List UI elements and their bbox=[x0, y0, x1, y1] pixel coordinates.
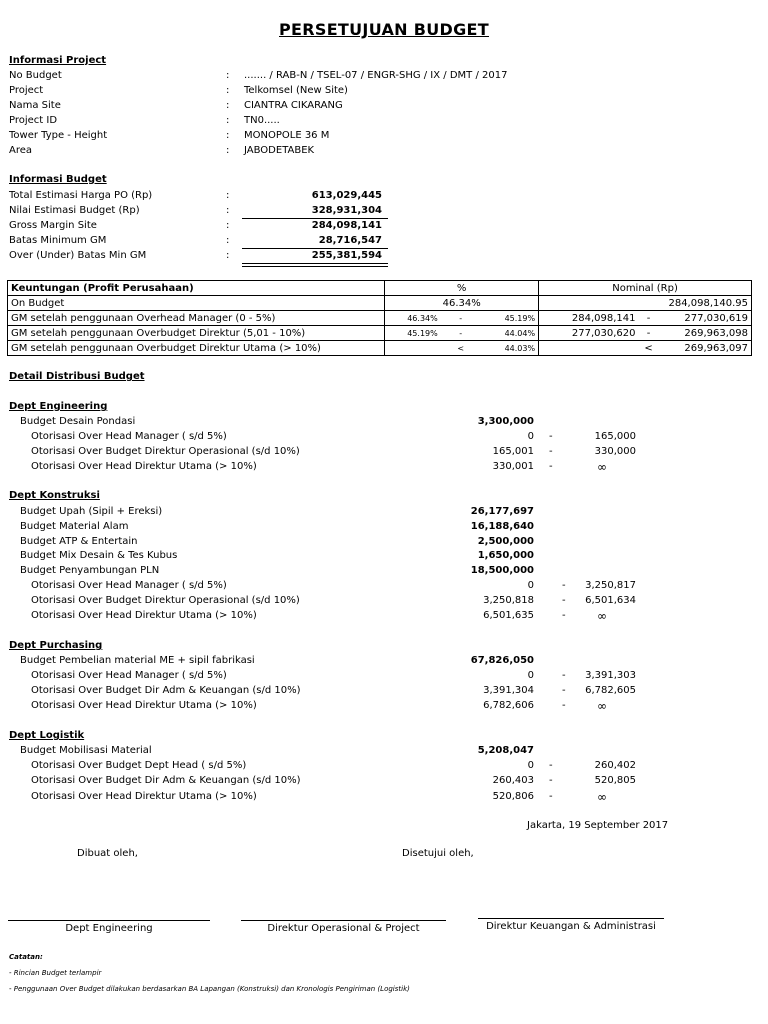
profit-row-label: GM setelah penggunaan Overhead Manager (0 - 5%) bbox=[8, 311, 385, 326]
project-info-value: JABODETABEK bbox=[244, 145, 315, 156]
profit-row-dash: < bbox=[639, 341, 659, 356]
budget-info-label: Gross Margin Site bbox=[9, 220, 97, 231]
subtotal-rule bbox=[242, 218, 388, 219]
profit-row-pct: 46.34% bbox=[385, 296, 539, 311]
project-info-value: TN0..... bbox=[244, 115, 280, 126]
otorisasi-from: 0 bbox=[527, 760, 534, 771]
dept-heading: Dept Konstruksi bbox=[9, 490, 100, 501]
total-double-rule bbox=[242, 266, 388, 267]
otorisasi-to: 3,391,303 bbox=[585, 670, 636, 681]
project-info-value: Telkomsel (New Site) bbox=[244, 85, 348, 96]
signatory-dir-keuangan: Direktur Keuangan & Administrasi bbox=[486, 921, 656, 932]
project-info-label: Project ID bbox=[9, 115, 58, 126]
budget-line-value: 18,500,000 bbox=[470, 565, 534, 576]
profit-row-dash: - bbox=[639, 326, 659, 341]
otorisasi-label: Otorisasi Over Head Direktur Utama (> 10%) bbox=[31, 700, 257, 711]
otorisasi-to: 6,782,605 bbox=[585, 685, 636, 696]
profit-row-on-budget bbox=[8, 296, 752, 311]
infinity-icon: ∞ bbox=[597, 790, 607, 804]
dept-heading: Dept Engineering bbox=[9, 401, 108, 412]
budget-line-label: Budget Mobilisasi Material bbox=[20, 745, 152, 756]
budget-line-label: Budget Pembelian material ME + sipil fabrikasi bbox=[20, 655, 255, 666]
budget-line-value: 67,826,050 bbox=[470, 655, 534, 666]
budget-line-value: 26,177,697 bbox=[470, 506, 534, 517]
budget-info-label: Total Estimasi Harga PO (Rp) bbox=[9, 190, 153, 201]
budget-line-label: Budget Mix Desain & Tes Kubus bbox=[20, 550, 178, 561]
project-info-label: Nama Site bbox=[9, 100, 61, 111]
signatory-dept-engineering: Dept Engineering bbox=[65, 923, 153, 934]
profit-row-pct-from: 45.19% bbox=[385, 326, 441, 341]
page-title: PERSETUJUAN BUDGET bbox=[279, 20, 489, 39]
otorisasi-to: 3,250,817 bbox=[585, 580, 636, 591]
otorisasi-from: 6,782,606 bbox=[483, 700, 534, 711]
budget-info-label: Batas Minimum GM bbox=[9, 235, 107, 246]
profit-row-pct-from bbox=[385, 341, 441, 356]
profit-row-nominal-to: 277,030,619 bbox=[659, 311, 752, 326]
budget-info-value: 613,029,445 bbox=[311, 190, 382, 201]
budget-info-label: Nilai Estimasi Budget (Rp) bbox=[9, 205, 140, 216]
budget-line-label: Budget ATP & Entertain bbox=[20, 536, 138, 547]
project-info-value: CIANTRA CIKARANG bbox=[244, 100, 343, 111]
profit-row-nominal-from: 284,098,141 bbox=[539, 311, 639, 326]
otorisasi-to: 520,805 bbox=[594, 775, 636, 786]
budget-info-sep: : bbox=[226, 235, 230, 246]
otorisasi-from: 520,806 bbox=[492, 791, 534, 802]
profit-row-label: GM setelah penggunaan Overbudget Direktur Utama (> 10%) bbox=[8, 341, 385, 356]
dept-heading: Dept Purchasing bbox=[9, 640, 103, 651]
otorisasi-from: 260,403 bbox=[492, 775, 534, 786]
otorisasi-dash: - bbox=[562, 685, 566, 696]
project-info-sep: : bbox=[226, 100, 230, 111]
profit-row-pct-to: 45.19% bbox=[481, 311, 539, 326]
profit-table-header bbox=[8, 281, 752, 296]
profit-row-pct-to: 44.03% bbox=[481, 341, 539, 356]
subtotal-rule bbox=[242, 248, 388, 249]
budget-info-value: 255,381,594 bbox=[311, 250, 382, 261]
otorisasi-dash: - bbox=[562, 610, 566, 621]
profit-row-nominal: 284,098,140.95 bbox=[539, 296, 752, 311]
otorisasi-dash: - bbox=[562, 700, 566, 711]
budget-info-sep: : bbox=[226, 250, 230, 261]
project-info-value: ....... / RAB-N / TSEL-07 / ENGR-SHG / IX / DMT / 2017 bbox=[244, 70, 508, 81]
budget-info-sep: : bbox=[226, 205, 230, 216]
otorisasi-label: Otorisasi Over Head Direktur Utama (> 10%) bbox=[31, 461, 257, 472]
table-row bbox=[8, 311, 752, 326]
signature-line bbox=[241, 920, 446, 921]
otorisasi-to: 260,402 bbox=[594, 760, 636, 771]
budget-line-label: Budget Desain Pondasi bbox=[20, 416, 136, 427]
otorisasi-label: Otorisasi Over Budget Direktur Operasional (s/d 10%) bbox=[31, 446, 300, 457]
date-place: Jakarta, 19 September 2017 bbox=[527, 820, 669, 831]
budget-line-value: 5,208,047 bbox=[477, 745, 534, 756]
profit-header-label: Keuntungan (Profit Perusahaan) bbox=[8, 281, 385, 296]
profit-row-pct-to: 44.04% bbox=[481, 326, 539, 341]
otorisasi-to: 165,000 bbox=[594, 431, 636, 442]
approved-by-label: Disetujui oleh, bbox=[402, 848, 474, 859]
project-info-label: No Budget bbox=[9, 70, 62, 81]
otorisasi-label: Otorisasi Over Head Manager ( s/d 5%) bbox=[31, 580, 227, 591]
project-info-label: Project bbox=[9, 85, 44, 96]
otorisasi-label: Otorisasi Over Head Direktur Utama (> 10%) bbox=[31, 610, 257, 621]
otorisasi-from: 165,001 bbox=[492, 446, 534, 457]
budget-line-label: Budget Upah (Sipil + Ereksi) bbox=[20, 506, 163, 517]
otorisasi-label: Otorisasi Over Budget Dept Head ( s/d 5%) bbox=[31, 760, 247, 771]
project-info-sep: : bbox=[226, 145, 230, 156]
profit-header-pct: % bbox=[385, 281, 539, 296]
profit-row-nominal-to: 269,963,098 bbox=[659, 326, 752, 341]
otorisasi-to: 6,501,634 bbox=[585, 595, 636, 606]
note-item: - Penggunaan Over Budget dilakukan berdasarkan BA Lapangan (Konstruksi) dan Kronologis Pengiriman (Logistik) bbox=[9, 985, 410, 993]
infinity-icon: ∞ bbox=[597, 609, 607, 623]
otorisasi-label: Otorisasi Over Head Direktur Utama (> 10%) bbox=[31, 791, 257, 802]
otorisasi-label: Otorisasi Over Budget Direktur Operasional (s/d 10%) bbox=[31, 595, 300, 606]
profit-row-nominal-from bbox=[539, 341, 639, 356]
total-double-rule bbox=[242, 263, 388, 264]
profit-row-dash: - bbox=[441, 311, 481, 326]
project-info-heading: Informasi Project bbox=[9, 55, 107, 66]
budget-info-value: 28,716,547 bbox=[318, 235, 382, 246]
prepared-by-label: Dibuat oleh, bbox=[77, 848, 138, 859]
table-row bbox=[8, 326, 752, 341]
budget-info-sep: : bbox=[226, 220, 230, 231]
otorisasi-from: 0 bbox=[527, 431, 534, 442]
infinity-icon: ∞ bbox=[597, 699, 607, 713]
otorisasi-from: 0 bbox=[527, 580, 534, 591]
otorisasi-dash: - bbox=[562, 670, 566, 681]
project-info-sep: : bbox=[226, 70, 230, 81]
budget-line-value: 3,300,000 bbox=[477, 416, 534, 427]
otorisasi-dash: - bbox=[549, 775, 553, 786]
notes-heading: Catatan: bbox=[9, 953, 43, 961]
otorisasi-from: 0 bbox=[527, 670, 534, 681]
otorisasi-from: 330,001 bbox=[492, 461, 534, 472]
budget-line-label: Budget Penyambungan PLN bbox=[20, 565, 160, 576]
otorisasi-dash: - bbox=[549, 431, 553, 442]
profit-row-dash: - bbox=[639, 311, 659, 326]
table-row bbox=[8, 341, 752, 356]
profit-row-label: On Budget bbox=[8, 296, 385, 311]
otorisasi-dash: - bbox=[549, 791, 553, 802]
budget-info-value: 328,931,304 bbox=[311, 205, 382, 216]
budget-line-value: 1,650,000 bbox=[477, 550, 534, 561]
project-info-sep: : bbox=[226, 115, 230, 126]
otorisasi-from: 3,250,818 bbox=[483, 595, 534, 606]
otorisasi-to: 330,000 bbox=[594, 446, 636, 457]
otorisasi-label: Otorisasi Over Head Manager ( s/d 5%) bbox=[31, 670, 227, 681]
project-info-label: Area bbox=[9, 145, 33, 156]
otorisasi-from: 6,501,635 bbox=[483, 610, 534, 621]
otorisasi-label: Otorisasi Over Head Manager ( s/d 5%) bbox=[31, 431, 227, 442]
budget-line-value: 2,500,000 bbox=[477, 536, 534, 547]
signatory-dir-operasional: Direktur Operasional & Project bbox=[267, 923, 420, 934]
otorisasi-dash: - bbox=[562, 580, 566, 591]
profit-row-nominal-to: 269,963,097 bbox=[659, 341, 752, 356]
budget-info-heading: Informasi Budget bbox=[9, 174, 107, 185]
budget-info-value: 284,098,141 bbox=[311, 220, 382, 231]
budget-info-sep: : bbox=[226, 190, 230, 201]
budget-line-value: 16,188,640 bbox=[470, 521, 534, 532]
project-info-sep: : bbox=[226, 130, 230, 141]
otorisasi-dash: - bbox=[549, 760, 553, 771]
profit-row-dash: < bbox=[441, 341, 481, 356]
project-info-value: MONOPOLE 36 M bbox=[244, 130, 330, 141]
project-info-sep: : bbox=[226, 85, 230, 96]
otorisasi-dash: - bbox=[549, 461, 553, 472]
budget-line-label: Budget Material Alam bbox=[20, 521, 129, 532]
otorisasi-label: Otorisasi Over Budget Dir Adm & Keuangan (s/d 10%) bbox=[31, 775, 301, 786]
signature-line bbox=[478, 918, 664, 919]
profit-table bbox=[7, 280, 752, 356]
dept-heading: Dept Logistik bbox=[9, 730, 85, 741]
infinity-icon: ∞ bbox=[597, 460, 607, 474]
otorisasi-dash: - bbox=[549, 446, 553, 457]
profit-row-nominal-from: 277,030,620 bbox=[539, 326, 639, 341]
otorisasi-label: Otorisasi Over Budget Dir Adm & Keuangan (s/d 10%) bbox=[31, 685, 301, 696]
profit-row-pct-from: 46.34% bbox=[385, 311, 441, 326]
otorisasi-from: 3,391,304 bbox=[483, 685, 534, 696]
budget-info-label: Over (Under) Batas Min GM bbox=[9, 250, 147, 261]
profit-header-nominal: Nominal (Rp) bbox=[539, 281, 752, 296]
otorisasi-dash: - bbox=[562, 595, 566, 606]
profit-row-label: GM setelah penggunaan Overbudget Direktur (5,01 - 10%) bbox=[8, 326, 385, 341]
detail-heading: Detail Distribusi Budget bbox=[9, 371, 145, 382]
profit-row-dash: - bbox=[441, 326, 481, 341]
signature-line bbox=[8, 920, 210, 921]
note-item: - Rincian Budget terlampir bbox=[9, 969, 102, 977]
project-info-label: Tower Type - Height bbox=[9, 130, 108, 141]
